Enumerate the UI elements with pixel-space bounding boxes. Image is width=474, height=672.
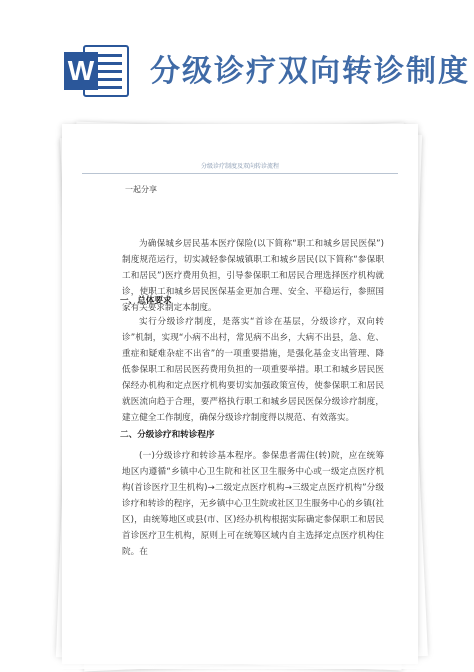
page-header-banner xyxy=(0,0,474,115)
logo-letter: W xyxy=(67,55,95,86)
word-document-icon xyxy=(64,44,130,98)
document-title: 分级诊疗双向转诊制度 xyxy=(150,54,470,89)
bottom-fade xyxy=(0,645,474,669)
document-page xyxy=(62,124,418,664)
section-1-title: 一、总体要求 xyxy=(120,296,172,306)
section-1-body: 实行分级诊疗制度，是落实“首诊在基层，分级诊疗，双向转诊”机制，实现“小病不出村，常见病不出乡，大病不出县，急、危、重症和疑难杂症不出省”的一项重要措施，是强化基金支出管理、降低参保职工和居民医药费用负担的一项重要举措。职工和城乡居民医保经办机构和定点医疗机构要切实加强政策宣传，使参保职工和居民就医流向趋于合理，要严格执行职工和城乡居民医保分级诊疗制度，建立健全工作制度，确保分级诊疗制度得以规范、有效落实。 xyxy=(122,317,384,423)
paper-stack xyxy=(62,124,418,664)
share-label: 一起分享 xyxy=(125,185,157,194)
intro-paragraph: 为确保城乡居民基本医疗保险(以下简称“职工和城乡居民医保”)制度规范运行，切实减轻参保城镇职工和城乡居民(以下简称“参保职工和居民”)医疗费用负担，引导参保职工和居民合理选择医疗机构就诊，使职工和城乡居民医保基金更加合理、安全、平稳运行，参照国家有关要求制定本制度。 xyxy=(122,239,384,313)
running-header: 分级诊疗制度及双向转诊流程 xyxy=(82,161,398,174)
section-2-title: 二、分级诊疗和转诊程序 xyxy=(120,430,215,440)
section-2-body: (一)分级诊疗和转诊基本程序。参保患者需住(转)院，应在统筹地区内遵循“乡镇中心卫生院和社区卫生服务中心或一级定点医疗机构(首诊医疗卫生机构)→二级定点医疗机构→三级定点医疗机构”分级诊疗和转诊的程序，无乡镇中心卫生院或社区卫生服务中心的乡镇(社区)，由统筹地区或县(市、区)经办机构根据实际确定参保职工和居民首诊医疗卫生机构，原则上可在统筹区域内自主选择定点医疗机构住院。在 xyxy=(122,451,384,557)
